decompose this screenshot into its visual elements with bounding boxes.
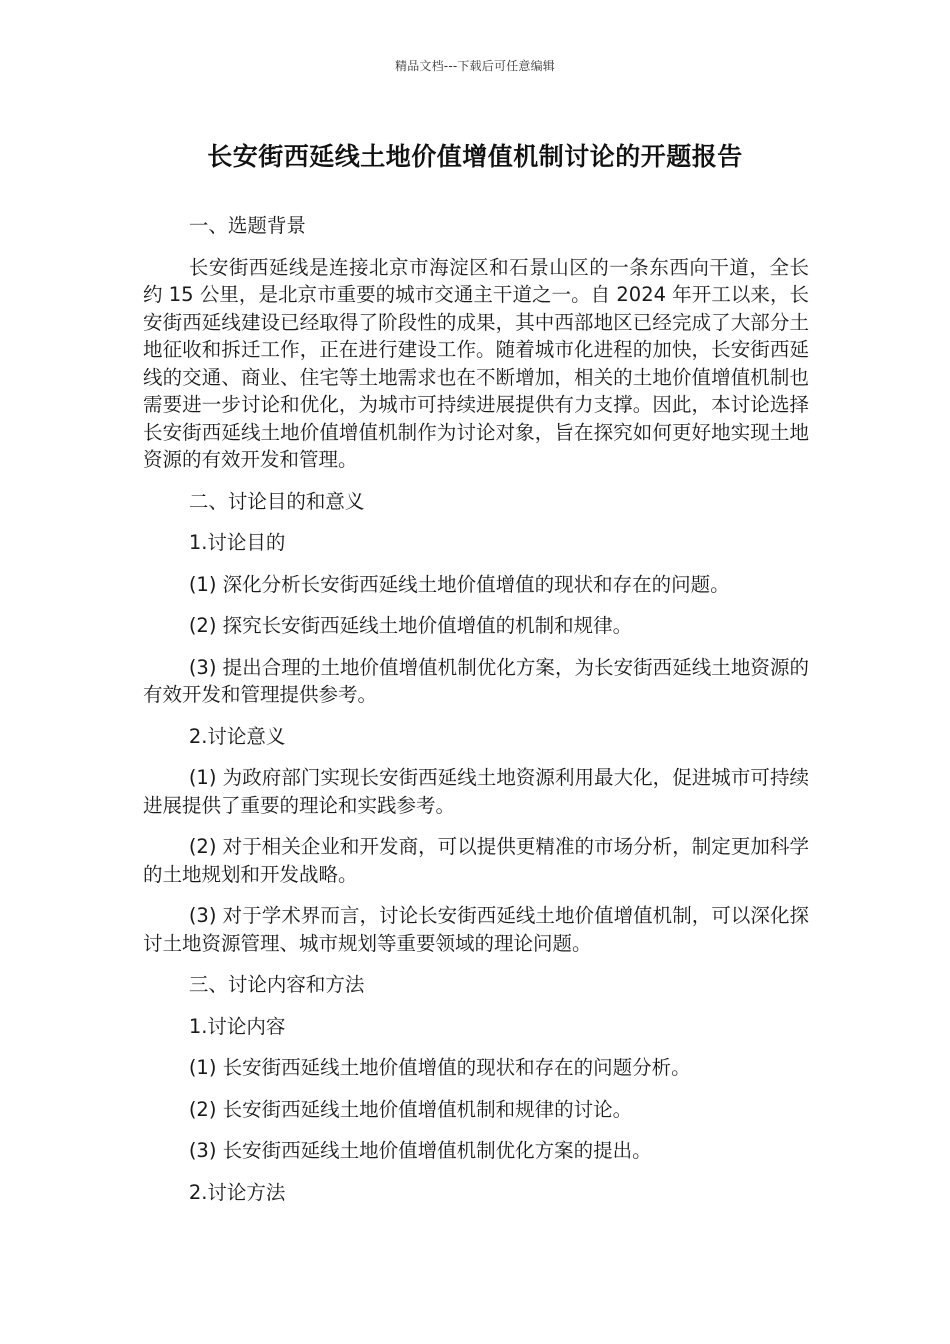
section-heading-background: 一、选题背景: [188, 214, 306, 237]
subheading-purpose: 1.讨论目的: [188, 531, 286, 554]
list-item: (2) 对于相关企业和开发商，可以提供更精准的市场分析，制定更加科学的土地规划和开发战略。: [143, 835, 809, 886]
paragraph-background: 长安街西延线是连接北京市海淀区和石景山区的一条东西向干道，全长约 15 公里，是北京市重要的城市交通主干道之一。自 2024 年开工以来，长安街西延线建设已经取得了阶段性的成果，其中西部地区已经完成了大部分土地征收和拆迁工作，正在进行建设工作。随着城市化进程的加快，长安街西延线的交通、商业、住宅等土地需求也在不断增加，相关的土地价值增值机制也需要进一步讨论和优化，为城市可持续进展提供有力支撑。因此，本讨论选择长安街西延线土地价值增值机制作为讨论对象，旨在探究如何更好地实现土地资源的有效开发和管理。: [143, 255, 809, 471]
list-item: (1) 深化分析长安街西延线土地价值增值的现状和存在的问题。: [188, 572, 730, 596]
list-item: (3) 对于学术界而言，讨论长安街西延线土地价值增值机制，可以深化探讨土地资源管理、城市规划等重要领域的理论问题。: [143, 904, 809, 955]
section-heading-content-methods: 三、讨论内容和方法: [188, 973, 365, 996]
document-body: [143, 212, 809, 1220]
page-header-watermark: 精品文档---下载后可任意编辑: [395, 59, 555, 73]
list-item: (3) 提出合理的土地价值增值机制优化方案，为长安街西延线土地资源的有效开发和管理提供参考。: [143, 655, 809, 706]
subheading-methods: 2.讨论方法: [188, 1180, 286, 1204]
list-item: (3) 长安街西延线土地价值增值机制优化方案的提出。: [188, 1139, 652, 1162]
subheading-significance: 2.讨论意义: [188, 724, 286, 748]
list-item: (1) 为政府部门实现长安街西延线土地资源利用最大化，促进城市可持续进展提供了重要的理论和实践参考。: [143, 766, 809, 817]
list-item: (2) 探究长安街西延线土地价值增值的机制和规律。: [188, 614, 633, 637]
list-item: (1) 长安街西延线土地价值增值的现状和存在的问题分析。: [188, 1056, 691, 1079]
subheading-content: 1.讨论内容: [188, 1014, 286, 1038]
section-heading-purpose: 二、讨论目的和意义: [188, 489, 365, 513]
list-item: (2) 长安街西延线土地价值增值机制和规律的讨论。: [188, 1097, 633, 1121]
document-title: 长安街西延线土地价值增值机制讨论的开题报告: [207, 142, 743, 171]
